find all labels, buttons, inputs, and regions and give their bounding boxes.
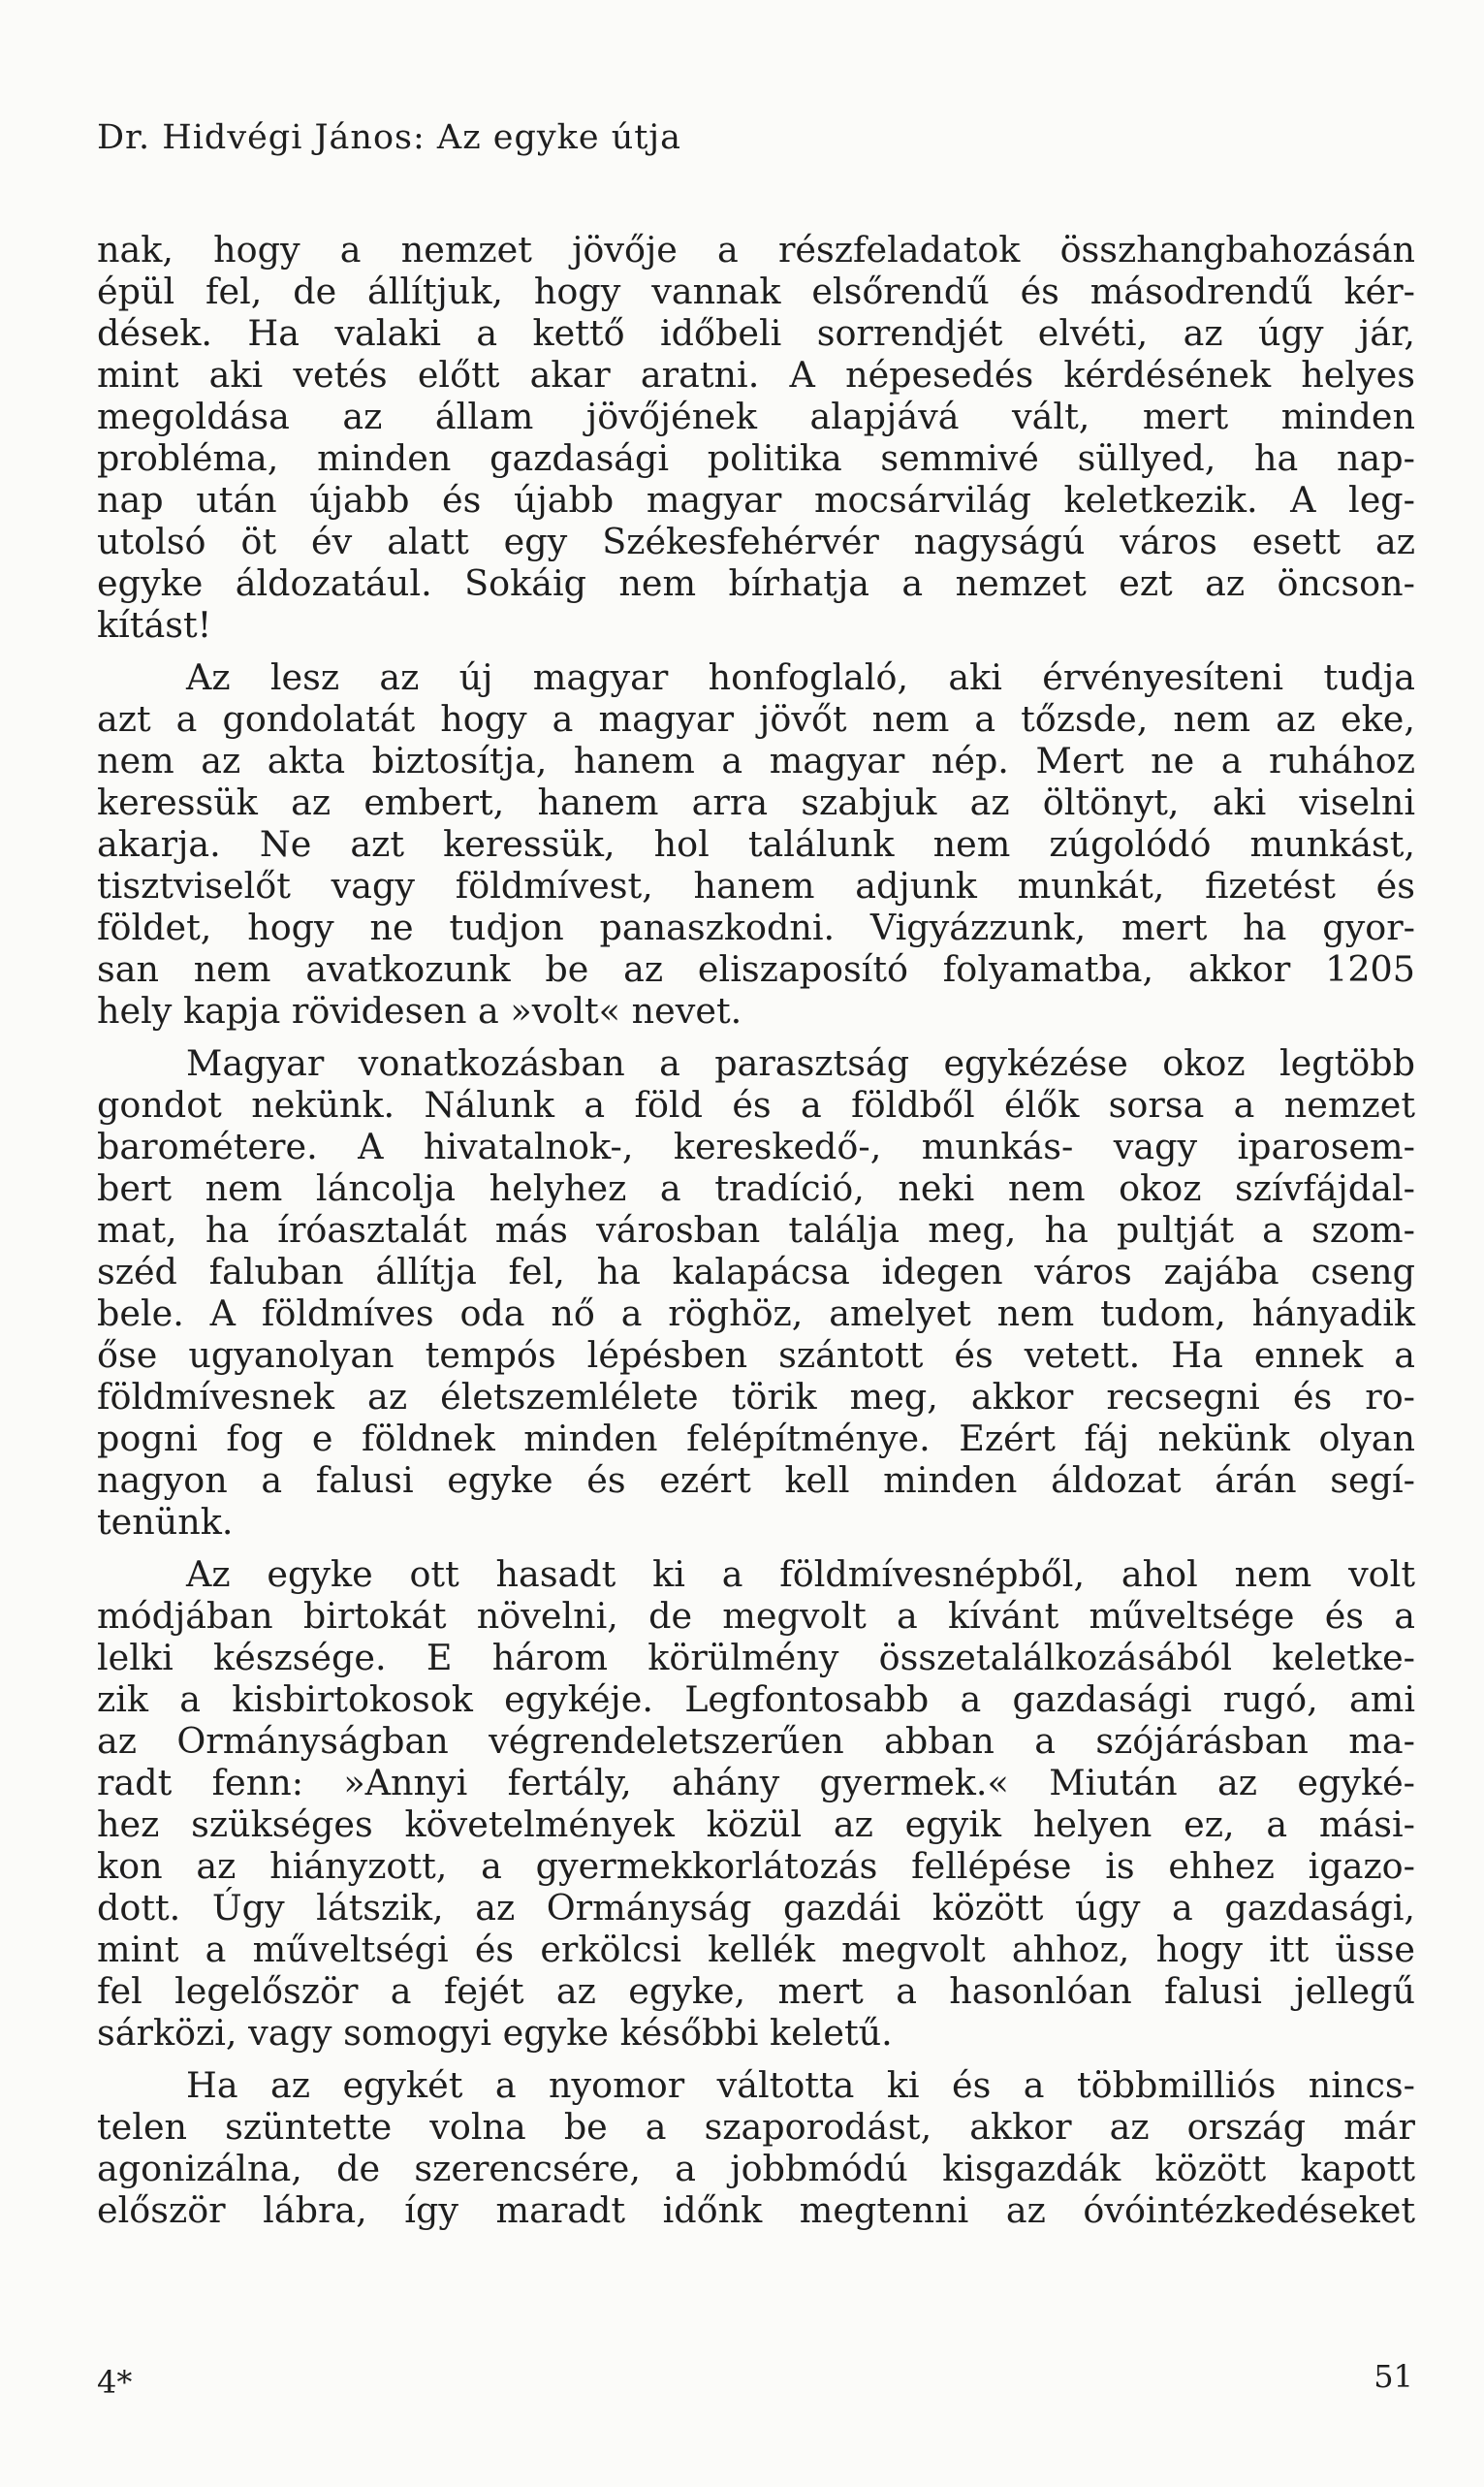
text-line: Az lesz az új magyar honfoglaló, aki érvényesíteni tudja xyxy=(186,656,1415,698)
paragraph xyxy=(97,1042,1415,1543)
text-line: hely kapja rövidesen a »volt« nevet. xyxy=(97,990,742,1032)
text-line: mat, ha íróasztalát más városban találja meg, ha pultját a szom- xyxy=(97,1209,1415,1251)
text-line: akarja. Ne azt keressük, hol találunk nem zúgolódó munkást, xyxy=(97,823,1415,865)
text-line: agonizálna, de szerencsére, a jobbmódú kisgazdák között kapott xyxy=(97,2148,1415,2189)
text-line: nap után újabb és újabb magyar mocsárvilág keletkezik. A leg- xyxy=(97,479,1415,521)
paragraph xyxy=(97,656,1415,1032)
text-line: nak, hogy a nemzet jövője a részfeladatok összhangbahozásán xyxy=(97,229,1415,271)
text-line: egyke áldozatául. Sokáig nem bírhatja a nemzet ezt az öncson- xyxy=(97,562,1415,604)
text-line: sárközi, vagy somogyi egyke későbbi keletű. xyxy=(97,2012,893,2054)
text-line: mint a műveltségi és erkölcsi kellék megvolt ahhoz, hogy itt üsse xyxy=(97,1929,1415,1970)
text-line: mint aki vetés előtt akar aratni. A népesedés kérdésének helyes xyxy=(97,354,1415,396)
running-head: Dr. Hidvégi János: Az egyke útja xyxy=(97,118,682,157)
text-line: széd faluban állítja fel, ha kalapácsa idegen város zajába cseng xyxy=(97,1251,1415,1292)
text-line: az Ormányságban végrendeletszerűen abban a szójárásban ma- xyxy=(97,1720,1415,1762)
text-line: őse ugyanolyan tempós lépésben szántott és vetett. Ha ennek a xyxy=(97,1334,1415,1376)
text-line: probléma, minden gazdasági politika semmivé süllyed, ha nap- xyxy=(97,437,1415,479)
text-line: barométere. A hivatalnok-, kereskedő-, munkás- vagy iparosem- xyxy=(97,1126,1415,1167)
text-line: utolsó öt év alatt egy Székesfehérvér nagyságú város esett az xyxy=(97,521,1415,562)
text-line: Magyar vonatkozásban a parasztság egykézése okoz legtöbb xyxy=(186,1042,1415,1084)
text-line: azt a gondolatát hogy a magyar jövőt nem a tőzsde, nem az eke, xyxy=(97,698,1415,740)
text-line: tenünk. xyxy=(97,1501,234,1543)
paragraph xyxy=(97,229,1415,646)
text-line: san nem avatkozunk be az eliszaposító folyamatba, akkor 1205 xyxy=(97,948,1415,990)
text-line: épül fel, de állítjuk, hogy vannak elsőrendű és másodrendű kér- xyxy=(97,271,1415,312)
text-line: kítást! xyxy=(97,604,212,646)
text-line: nem az akta biztosítja, hanem a magyar nép. Mert ne a ruhához xyxy=(97,740,1415,781)
text-line: lelki készsége. E három körülmény összetalálkozásából keletke- xyxy=(97,1637,1415,1678)
text-line: pogni fog e földnek minden felépítménye. Ezért fáj nekünk olyan xyxy=(97,1418,1415,1459)
signature-mark: 4* xyxy=(97,2364,133,2401)
page-number: 51 xyxy=(1373,2358,1413,2395)
text-line: először lábra, így maradt időnk megtenni az óvóintézkedéseket xyxy=(97,2189,1415,2231)
text-line: bele. A földmíves oda nő a röghöz, amelyet nem tudom, hányadik xyxy=(97,1292,1415,1334)
text-line: Ha az egykét a nyomor váltotta ki és a többmilliós nincs- xyxy=(186,2064,1415,2106)
text-line: dott. Úgy látszik, az Ormányság gazdái között úgy a gazdasági, xyxy=(97,1887,1415,1929)
text-line: keressük az embert, hanem arra szabjuk az öltönyt, aki viselni xyxy=(97,781,1415,823)
text-line: radt fenn: »Annyi fertály, ahány gyermek.« Miután az egyké- xyxy=(97,1762,1415,1803)
text-line: kon az hiányzott, a gyermekkorlátozás fellépése is ehhez igazo- xyxy=(97,1845,1415,1887)
text-line: zik a kisbirtokosok egykéje. Legfontosabb a gazdasági rugó, ami xyxy=(97,1678,1415,1720)
text-line: fel legelőször a fejét az egyke, mert a hasonlóan falusi jellegű xyxy=(97,1970,1415,2012)
text-line: földet, hogy ne tudjon panaszkodni. Vigyázzunk, mert ha gyor- xyxy=(97,907,1415,948)
text-line: földmívesnek az életszemlélete törik meg, akkor recsegni és ro- xyxy=(97,1376,1415,1418)
text-line: nagyon a falusi egyke és ezért kell minden áldozat árán segí- xyxy=(97,1459,1415,1501)
paragraph xyxy=(97,2064,1415,2231)
text-line: bert nem láncolja helyhez a tradíció, neki nem okoz szívfájdal- xyxy=(97,1167,1415,1209)
text-line: megoldása az állam jövőjének alapjává vált, mert minden xyxy=(97,396,1415,437)
text-line: dések. Ha valaki a kettő időbeli sorrendjét elvéti, az úgy jár, xyxy=(97,312,1415,354)
body-text xyxy=(97,229,1415,2231)
text-line: módjában birtokát növelni, de megvolt a kívánt műveltsége és a xyxy=(97,1595,1415,1637)
text-line: hez szükséges követelmények közül az egyik helyen ez, a mási- xyxy=(97,1803,1415,1845)
text-line: gondot nekünk. Nálunk a föld és a földből élők sorsa a nemzet xyxy=(97,1084,1415,1126)
text-line: Az egyke ott hasadt ki a földmívesnépből, ahol nem volt xyxy=(186,1553,1415,1595)
text-line: telen szüntette volna be a szaporodást, akkor az ország már xyxy=(97,2106,1415,2148)
text-line: tisztviselőt vagy földmívest, hanem adjunk munkát, fizetést és xyxy=(97,865,1415,907)
paragraph xyxy=(97,1553,1415,2054)
